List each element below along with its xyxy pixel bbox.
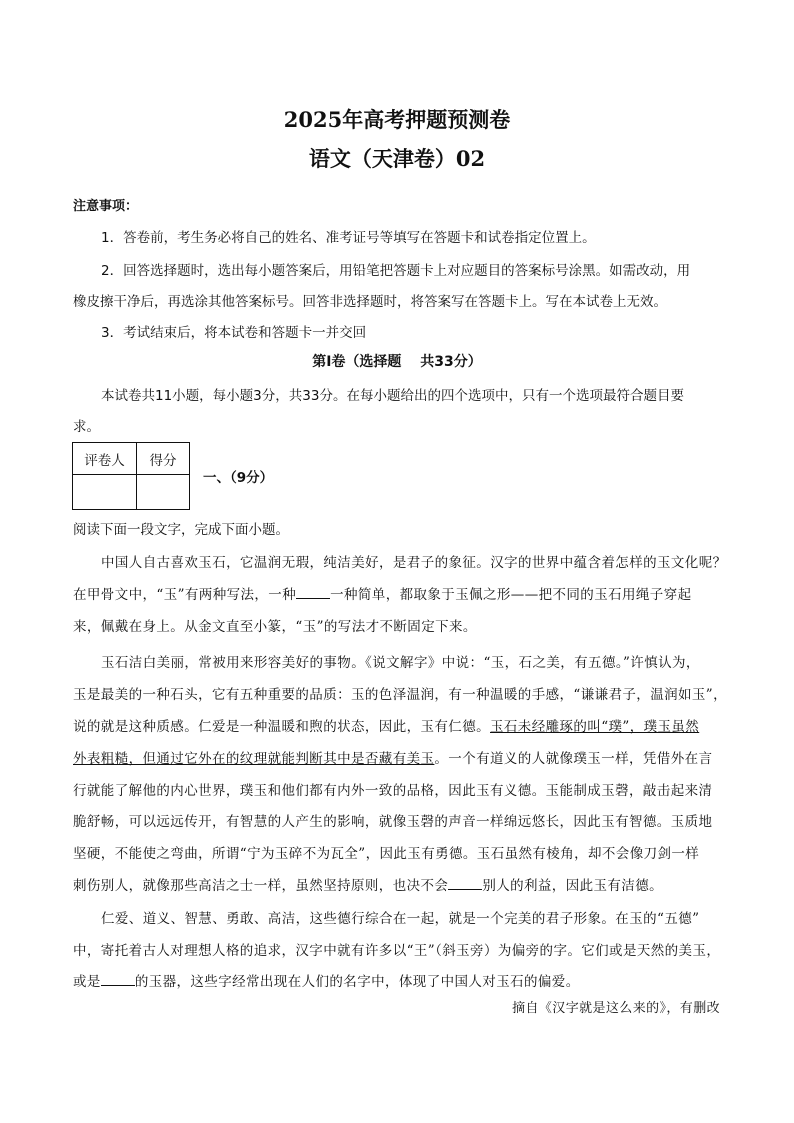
passage-text: 别人的利益，因此玉有洁德。 [482,878,664,894]
notice-item: 1．答卷前，考生务必将自己的姓名、准考证号等填写在答题卡和试卷指定位置上。 [101,230,596,246]
passage-text: 的玉器，这些字经常出现在人们的名字中，体现了中国人对玉石的偏爱。 [134,974,580,990]
score-box-score-cell [137,475,190,510]
passage-line: 仁爱、道义、智慧、勇敢、高洁，这些德行综合在一起，就是一个完美的君子形象。在玉的“五德” [101,911,700,927]
underlined-sentence: 外表粗糙，但通过它外在的纹理就能判断其中是否藏有美玉 [73,751,435,767]
passage-line: 玉石洁白美丽，常被用来形容美好的事物。《说文解字》中说：“玉，石之美，有五德。”许慎认为， [101,655,700,671]
passage-line [73,970,580,990]
passage-line: 行就能了解他的内心世界，璞玉和他们都有内外一致的品格，因此玉有义德。玉能制成玉磬，敲击起来清 [73,783,713,799]
passage-line [73,715,699,735]
passage-line: 来，佩戴在身上。从金文直至小篆，“玉”的写法才不断固定下来。 [73,619,477,635]
score-box-score-label: 得分 [137,443,190,475]
passage-line: 玉是最美的一种石头，它有五种重要的品质：玉的色泽温润，有一种温暖的手感，“谦谦君子，温润如玉”， [73,687,728,703]
notice-heading: 注意事项： [73,199,139,214]
score-box-grader-label: 评卷人 [73,443,137,475]
passage-source: 摘自《汉字就是这么来的》，有删改 [512,1001,720,1016]
passage-line [73,874,663,894]
passage-line: 坚硬，不能使之弯曲，所谓“宁为玉碎不为瓦全”，因此玉有勇德。玉石虽然有棱角，却不会像刀剑一样 [73,846,700,862]
exam-subtitle: 语文（天津卷）02 [308,146,486,171]
exam-title: 2025年高考押题预测卷 [283,107,511,132]
passage-line [73,583,692,603]
passage-text: 说的就是这种质感。仁爱是一种温暖和煦的状态，因此，玉有仁德。 [73,719,490,735]
score-box [72,442,190,510]
section-title: 第Ⅰ卷（选择题 共33分） [312,354,482,370]
passage-text: 或是 [73,974,101,990]
passage-text: 刺伤别人，就像那些高洁之士一样，虽然坚持原则，也决不会 [73,878,449,894]
passage-line: 脆舒畅，可以远远传开，有智慧的人产生的影响，就像玉磬的声音一样绵远悠长，因此玉有智德。玉质地 [73,814,713,830]
fill-blank-1 [296,586,330,599]
question-label: 一、（9分） [203,470,274,486]
passage-text: 一种简单，都取象于玉佩之形——把不同的玉石用绳子穿起 [330,587,692,603]
passage-text: 。一个有道义的人就像璞玉一样，凭借外在言 [434,751,713,767]
passage-text: 在甲骨文中，“玉”有两种写法，一种 [73,587,297,603]
fill-blank-3 [101,973,135,986]
underlined-sentence: 玉石未经雕琢的叫“璞”，璞玉虽然 [490,719,700,735]
notice-item: 2．回答选择题时，选出每小题答案后，用铅笔把答题卡上对应题目的答案标号涂黑。如需改动，用 [101,263,691,279]
fill-blank-2 [448,877,482,890]
notice-item: 橡皮擦干净后，再选涂其他答案标号。回答非选择题时，将答案写在答题卡上。写在本试卷上无效。 [73,294,667,310]
question-instruction: 阅读下面一段文字，完成下面小题。 [73,522,289,538]
section-intro-end: 求。 [73,419,100,435]
passage-line [73,747,712,767]
section-intro: 本试卷共11小题，每小题3分，共33分。在每小题给出的四个选项中，只有一个选项最符合题目要 [101,388,684,404]
notice-item: 3．考试结束后，将本试卷和答题卡一并交回 [101,325,367,341]
passage-line: 中，寄托着古人对理想人格的追求，汉字中就有许多以“王”（斜玉旁）为偏旁的字。它们或是天然的美玉， [73,943,721,959]
score-box-grader-cell [73,475,137,510]
passage-line: 中国人自古喜欢玉石，它温润无瑕，纯洁美好，是君子的象征。汉字的世界中蕴含着怎样的玉文化呢？ [101,555,727,571]
